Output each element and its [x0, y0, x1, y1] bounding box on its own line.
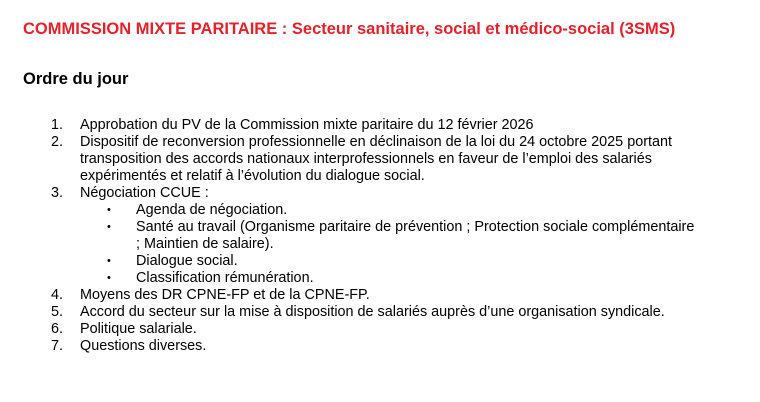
ccue-subitem-4 [80, 270, 696, 287]
ccue-subitem-3 [80, 253, 696, 270]
agenda-heading: Ordre du jour [23, 70, 129, 88]
subitem-text: Dialogue social. [136, 253, 238, 269]
agenda-list [0, 117, 760, 355]
subitem-text: Agenda de négociation. [136, 202, 288, 218]
ccue-subitem-1 [80, 202, 696, 219]
agenda-item-text: Approbation du PV de la Commission mixte paritaire du 12 février 2026 [80, 117, 534, 133]
agenda-item-1 [0, 117, 720, 134]
bullet-icon: • [107, 221, 111, 233]
agenda-item-text: Dispositif de reconversion professionnelle en déclinaison de la loi du 24 octobre 2025 portant transposition des accords nationaux interprofessionnels en faveur de l’emploi des salariés expérimentés et relatif à l’évolution du dialogue social. [80, 134, 672, 184]
agenda-item-5 [0, 304, 720, 321]
agenda-item-number: 1. [51, 117, 64, 133]
subitem-text: Classification rémunération. [136, 270, 314, 286]
document-title: COMMISSION MIXTE PARITAIRE : Secteur sanitaire, social et médico-social (3SMS) [23, 20, 676, 38]
bullet-icon: • [107, 204, 111, 216]
ccue-subitem-2 [80, 219, 696, 253]
agenda-item-4 [0, 287, 720, 304]
bullet-icon: • [107, 255, 111, 267]
bullet-icon: • [107, 272, 111, 284]
agenda-item-text: Moyens des DR CPNE-FP et de la CPNE-FP. [80, 287, 370, 303]
agenda-item-3 [0, 185, 720, 287]
agenda-item-7 [0, 338, 720, 355]
agenda-item-text: Politique salariale. [80, 321, 197, 337]
agenda-item-text: Accord du secteur sur la mise à disposition de salariés auprès d’une organisation syndicale. [80, 304, 665, 320]
agenda-item-2 [0, 134, 720, 185]
agenda-item-text: Négociation CCUE : [80, 185, 209, 201]
agenda-item-number: 2. [51, 134, 64, 150]
agenda-item-number: 6. [51, 321, 64, 337]
agenda-item-number: 3. [51, 185, 64, 201]
agenda-item-number: 4. [51, 287, 64, 303]
agenda-item-number: 5. [51, 304, 64, 320]
agenda-item-number: 7. [51, 338, 64, 354]
agenda-item-text: Questions diverses. [80, 338, 207, 354]
subitem-text: Santé au travail (Organisme paritaire de prévention ; Protection sociale complémentaire ; Maintien de salaire). [136, 219, 695, 252]
agenda-item-6 [0, 321, 720, 338]
ccue-sublist [80, 202, 720, 287]
